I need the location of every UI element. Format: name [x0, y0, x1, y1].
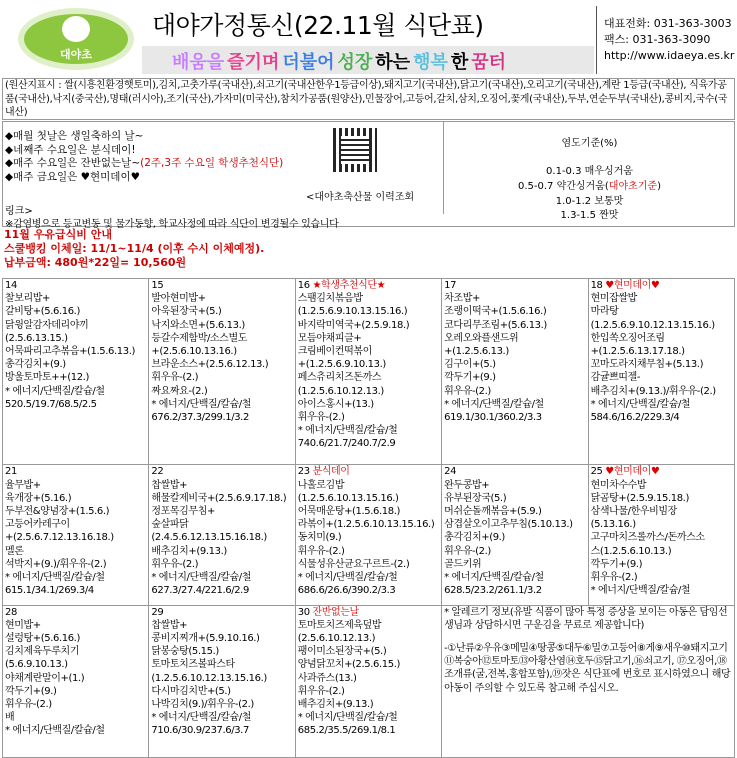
menu-item: 현미잡쌀밥 — [590, 293, 637, 305]
notes-list — [5, 130, 335, 184]
contact-info — [604, 16, 734, 64]
menu-item: * 에너지/단백질/칼슘/철 — [444, 398, 544, 410]
menu-item: 유부된장국(5.) — [444, 492, 507, 504]
menu-item: (1.2.5.6.10.13.15.16.) — [297, 492, 399, 504]
menu-item: 코다리무조림+(5.6.13.) — [444, 319, 547, 331]
day-number: 28 — [5, 606, 17, 618]
menu-item: 740.6/21.7/240.7/2.9 — [297, 438, 396, 450]
menu-item: 크림베이컨떡볶이 — [297, 346, 372, 358]
menu-item: 휘우유-(2.) — [444, 545, 491, 557]
menu-item: 깍두기+(9.) — [5, 685, 57, 697]
menu-item: 찹쌀밥+ — [151, 619, 188, 631]
menu-item: +(1.2.5.6.13.) — [444, 346, 509, 358]
menu-item: 휘우유-(2.) — [297, 685, 345, 697]
menu-item: 휘우유-(2.) — [151, 558, 199, 570]
menu-item: 양념닭꼬치+(2.5.6.15.) — [297, 659, 400, 671]
menu-item: (2.5.6.13.15.) — [5, 332, 68, 344]
day-cell-14 — [3, 279, 149, 465]
day-tag: 잔반없는날 — [309, 606, 359, 618]
menu-item: 627.3/27.4/221.6/2.9 — [151, 585, 249, 597]
day-number: 16 ★학생추천식단★ — [297, 280, 386, 291]
fax: 팩스: 031-363-3090 — [604, 33, 711, 46]
milk-amount: 납부금액: 480원*22일= 10,560원 — [4, 256, 187, 269]
menu-item: 628.5/23.2/261.1/3.2 — [444, 585, 542, 597]
menu-item: * 에너지/단백질/칼슘/철 — [5, 385, 105, 397]
slogan-word: 행복 — [413, 52, 448, 73]
phone: 대표전화: 031-363-3003 — [604, 17, 732, 30]
day-number: 30 잔반없는날 — [297, 606, 359, 618]
menu-item: * 에너지/단백질/칼슘/철 — [5, 725, 105, 737]
slogan-word: 더불어 — [282, 52, 335, 73]
menu-item: * 에너지/단백질/칼슘/철 — [590, 585, 691, 597]
menu-item: 김치제육두루치기 — [5, 646, 80, 658]
salt-level: 1.3-1.5 짠맛 — [560, 210, 619, 221]
day-cell-16 — [295, 279, 441, 465]
menu-item: * 에너지/단백질/칼슘/철 — [297, 712, 398, 724]
slogan-word: 하는 — [375, 52, 411, 73]
slogan-word: 꿈터 — [471, 52, 507, 73]
menu-item: 685.2/35.5/269.1/8.1 — [297, 725, 396, 737]
menu-item: 등갈수제함박/소스별도 — [151, 332, 247, 344]
menu-item: (5.13.16.) — [590, 519, 636, 531]
day-number: 15 — [151, 280, 164, 291]
menu-item: 짜요짜요-(2.) — [151, 385, 208, 397]
menu-item: 라볶이+(1.2.5.6.10.13.15.16.) — [297, 519, 435, 531]
menu-item: 배 — [5, 712, 15, 724]
day-number: 24 — [444, 466, 457, 478]
menu-item: 팽이미소된장국+(5.) — [297, 646, 387, 658]
menu-item: 방울토마토++(12.) — [5, 372, 89, 384]
menu-item: 낙지와소면+(5.6.13.) — [151, 319, 245, 331]
menu-item: 정포목김무침+ — [151, 505, 215, 517]
origin-info: (원산지표시 : 쌀(시흥친환경햇토미),김치,고춧가루(국내산),쇠고기(국내산한우1등급이상),돼지고기(국내산),닭고기(국내산),오리고기(국내산),계란 1등급(국내산), 식육가공품(국내산),낙지(중국산),명태(러시아),조기(국산),가자미(미국산),참치가공품(원양산),민물장어,고등어,갈치,삼치,오징어,꽃게(국내산),두부,연순두부(국내산),콩비지,국수(국내산) — [2, 78, 735, 120]
menu-item: +(2.5.6.10.13.16.) — [151, 346, 237, 358]
qr-caption: <대야초축산물 이력조회 — [306, 192, 415, 203]
menu-item: * 에너지/단백질/칼슘/철 — [297, 572, 398, 583]
day-cell-29 — [149, 605, 295, 757]
note-highlight: (2주,3주 수요일 학생추천식단) — [140, 157, 284, 170]
day-tag: ♥현미데이♥ — [602, 280, 660, 291]
menu-item: 676.2/37.3/299.1/3.2 — [151, 412, 249, 424]
salt-level: 0.5-0.7 약간싱거움(대야초기준) — [517, 181, 661, 192]
day-number: 21 — [5, 466, 17, 478]
menu-item: 나홀로김밥 — [297, 479, 345, 491]
header — [2, 2, 735, 76]
menu-item: 토마토치즈제육덮밥 — [297, 619, 382, 631]
menu-item: 휘우유-(2.) — [5, 699, 52, 711]
menu-item: 총각김치+(9.) — [5, 359, 66, 371]
menu-item: 어묵매운탕+(1.5.6.18.) — [297, 505, 400, 517]
note-line: ◆매주 수요일은 잔반없는날~(2주,3주 수요일 학생추천식단) — [5, 157, 284, 170]
menu-item: 휘우유-(2.) — [590, 572, 638, 583]
allergy-intro: * 알레르기 정보(유발 식품이 많아 특정 증상을 보이는 아동은 담임선생님과 상담하시면 구운김을 무료로 제공합니다) — [444, 606, 728, 631]
menu-item: 닭윙알감자데리야끼 — [5, 319, 89, 331]
day-tag: ★학생추천식단★ — [309, 280, 386, 291]
note-line: ◆매주 금요일은 ♥현미데이♥ — [5, 170, 141, 183]
menu-item: 찰보리밥+ — [5, 293, 51, 305]
menu-item: 휘우유-(2.) — [297, 412, 345, 424]
salt-level: 1.0-1.2 보통맛 — [555, 196, 624, 207]
day-cell-23 — [295, 465, 441, 605]
menu-item: +(1.2.5.6.9.10.13.) — [297, 359, 386, 371]
allergy-info — [442, 605, 735, 757]
menu-item: 마라탕 — [590, 306, 619, 318]
day-cell-28 — [3, 605, 149, 757]
menu-item: 오레오와플샌드위 — [444, 332, 519, 344]
menu-item: 조랭이떡국+(1.5.6.16.) — [444, 306, 547, 318]
menu-item: 배추김치+(9.13.)/휘우유-(2.) — [590, 385, 716, 397]
salt-standard — [443, 122, 735, 221]
menu-item: 나박김치(9.)/휘우유-(2.) — [151, 699, 254, 711]
day-cell-21 — [3, 465, 149, 605]
menu-item: 삼색나물/한우비빔장 — [590, 505, 677, 517]
menu-item: 배추김치+(9.13.) — [297, 699, 374, 711]
slogan-word: 한 — [450, 52, 469, 73]
menu-item: 두부전&양념장+(1.5.6.) — [5, 505, 110, 517]
day-number: 29 — [151, 606, 164, 618]
menu-item: 사과쥬스(13.) — [297, 672, 357, 684]
milk-date: 스쿨뱅킹 이체일: 11/1~11/4 (이후 수시 이체예정). — [4, 242, 265, 255]
menu-item: 콩비지찌개+(5.9.10.16.) — [151, 633, 260, 645]
day-cell-30 — [295, 605, 441, 757]
menu-item: 꼬마도라지채무침+(5.13.) — [590, 359, 704, 371]
menu-item: 615.1/34.1/269.3/4 — [5, 585, 94, 597]
menu-item: 동치미(9.) — [297, 532, 342, 544]
menu-item: 한입쏙오징어조림 — [590, 332, 665, 344]
menu-item: 휘우유-(2.) — [297, 545, 345, 557]
menu-item: * 에너지/단백질/칼슘/철 — [5, 572, 105, 583]
menu-item: 석박지+(9.)/휘우유-(2.) — [5, 558, 107, 570]
menu-item: 페스츄리치즈돈까스 — [297, 372, 382, 384]
menu-item: 야채계란말이+(1.) — [5, 672, 85, 684]
menu-item: (2.5.6.10.12.13.) — [297, 633, 376, 645]
menu-item: 찹쌀밥+ — [151, 479, 188, 491]
menu-item: * 에너지/단백질/칼슘/철 — [590, 398, 691, 410]
menu-item: 닭곰탕+(2.5.9.15.18.) — [590, 492, 689, 504]
menu-item: 스팸김치볶음밥 — [297, 293, 363, 305]
day-cell-24 — [442, 465, 588, 605]
menu-item: 완두콩밥+ — [444, 479, 490, 491]
menu-item: 설렁탕+(5.6.16.) — [5, 633, 80, 645]
menu-item: 고등어카레구이 — [5, 519, 70, 531]
menu-item: 총각김치+(9.) — [444, 532, 505, 544]
menu-item: 숲살파닭 — [151, 519, 189, 531]
day-number: 17 — [444, 280, 457, 291]
menu-item: * 에너지/단백질/칼슘/철 — [151, 398, 252, 410]
logo-text: 대야초 — [60, 48, 92, 61]
menu-item: 현미밥+ — [5, 619, 41, 631]
milk-fee-notice — [4, 228, 264, 270]
day-number: 14 — [5, 280, 17, 291]
day-cell-22 — [149, 465, 295, 605]
menu-item: 어묵파리고추볶음+(1.5.6.13.) — [5, 346, 135, 358]
menu-item: +(1.2.5.6.13.17.18.) — [590, 346, 685, 358]
menu-item: 아욱된장국+(5.) — [151, 306, 222, 318]
menu-item: +(2.5.6.7.12.13.16.18.) — [5, 532, 114, 544]
salt-title: 염도기준(%) — [561, 138, 618, 149]
menu-item: 육개장+(5.16.) — [5, 492, 72, 504]
menu-item: 멜론 — [5, 545, 24, 557]
day-tag: 분식데이 — [309, 466, 350, 478]
day-tag: ♥현미데이♥ — [602, 466, 660, 478]
tree-icon — [62, 16, 90, 42]
link-text[interactable]: 링크> — [5, 206, 33, 217]
menu-item: (2.4.5.6.12.13.15.16.18.) — [151, 532, 267, 544]
menu-item: 차조밥+ — [444, 293, 480, 305]
menu-item: 골드키위 — [444, 558, 482, 570]
menu-item: 바지락미역국+(2.5.9.18.) — [297, 319, 410, 331]
menu-item: 배추김치+(9.13.) — [151, 545, 227, 557]
day-number: 18 ♥현미데이♥ — [590, 280, 660, 291]
menu-item: * 에너지/단백질/칼슘/철 — [297, 425, 398, 437]
menu-item: 삼겹살오이고추무침(5.10.13.) — [444, 519, 573, 531]
slogan-word: 성장 — [337, 52, 373, 73]
qr-code-icon[interactable] — [333, 128, 377, 172]
menu-item: 520.5/19.7/68.5/2.5 — [5, 398, 97, 410]
day-cell-25 — [588, 465, 734, 605]
day-number: 23 분식데이 — [297, 466, 350, 478]
website-link[interactable]: http://www.idaeya.es.kr — [604, 49, 735, 62]
menu-item: 584.6/16.2/229.3/4 — [590, 412, 680, 424]
notes-section — [2, 121, 735, 230]
menu-item: 모듬야채피클+ — [297, 332, 362, 344]
menu-item: 고구마치즈롤까스/돈까스소 — [590, 532, 705, 544]
menu-item: 발아현미밥+ — [151, 293, 206, 305]
menu-item: 휘우유-(2.) — [444, 385, 491, 397]
day-number: 22 — [151, 466, 164, 478]
allergy-list: -①난류②우유③메밀④땅콩⑤대두⑥밀⑦고등어⑧게⑨새우⑩돼지고기⑪복숭아⑫토마토⑬아황산염⑭호두⑮닭고기,⑯쇠고기, ⑰오징어,⑱조개류(굴,전복,홍합포함),⑲잣은 식단표에 번호로 표시하였으니 해당아동이 주의할 수 있도록 참고해 주십시오. — [444, 643, 731, 694]
menu-item: (5.6.9.10.13.) — [5, 659, 68, 671]
menu-item: * 에너지/단백질/칼슘/철 — [444, 572, 544, 583]
school-logo — [18, 8, 134, 70]
menu-item: 갈비탕+(5.6.16.) — [5, 306, 80, 318]
menu-item: 아이스홍시+(13.) — [297, 398, 374, 410]
menu-item: (1.2.5.6.9.10.13.15.16.) — [297, 306, 408, 318]
menu-item: 깍두기+(9.) — [590, 558, 643, 570]
menu-item: 스(1.2.5.6.10.13.) — [590, 545, 672, 557]
menu-item: 619.1/30.1/360.2/3.3 — [444, 412, 542, 424]
menu-item: 686.6/26.6/390.2/3.3 — [297, 585, 396, 597]
change-notice: ※감염병으로 등교변동 및 물가동향, 학교사정에 따라 식단이 변경될수 있습니다 — [5, 219, 339, 230]
day-number: 25 ♥현미데이♥ — [590, 466, 660, 478]
menu-item: 율무밥+ — [5, 479, 41, 491]
menu-item: * 에너지/단백질/칼슘/철 — [151, 572, 252, 583]
menu-item: (1.2.5.6.10.12.13.15.16.) — [151, 672, 267, 684]
slogan-word: 배움을 — [172, 52, 225, 73]
menu-item: 휘우유-(2.) — [151, 372, 199, 384]
menu-item: 710.6/30.9/237.6/3.7 — [151, 725, 249, 737]
menu-item: 감귤쁘띠젤- — [590, 372, 641, 384]
menu-item: 머쉬순돌깨볶음+(5.9.) — [444, 505, 542, 517]
menu-table — [2, 278, 735, 758]
menu-item: 현미차수수밥 — [590, 479, 647, 491]
note-line: ◆네째주 수요일은 분식데이! — [5, 143, 136, 156]
menu-item: 깍두기+(9.) — [444, 372, 496, 384]
menu-item: 식물성유산균요구르트-(2.) — [297, 558, 410, 570]
day-cell-17 — [442, 279, 588, 465]
note-line: ◆매월 첫날은 생일축하의 날~ — [5, 130, 144, 142]
menu-item: * 에너지/단백질/칼슘/철 — [151, 712, 252, 724]
day-cell-18 — [588, 279, 734, 465]
menu-item: 김구이+(5.) — [444, 359, 496, 371]
menu-item: (1.2.5.6.10.12.13.) — [297, 385, 384, 397]
slogan — [142, 46, 594, 74]
menu-item: 브라운소스+(2.5.6.12.13.) — [151, 359, 269, 371]
menu-item: 닭봉숭탕(5.15.) — [151, 646, 219, 658]
menu-item: 다시마김치반+(5.) — [151, 685, 231, 697]
menu-item: 해물칼제비국+(2.5.6.9.17.18.) — [151, 492, 287, 504]
day-cell-15 — [149, 279, 295, 465]
menu-item: 토마토치즈볼파스타 — [151, 659, 235, 671]
milk-title: 11월 우유급식비 안내 — [4, 228, 112, 241]
page-title: 대야가정통신(22.11월 식단표) — [152, 11, 484, 40]
salt-level: 0.1-0.3 매우싱거움 — [546, 166, 633, 177]
slogan-word: 즐기며 — [227, 52, 280, 73]
menu-item: (1.2.5.6.9.10.12.13.15.16.) — [590, 319, 715, 331]
